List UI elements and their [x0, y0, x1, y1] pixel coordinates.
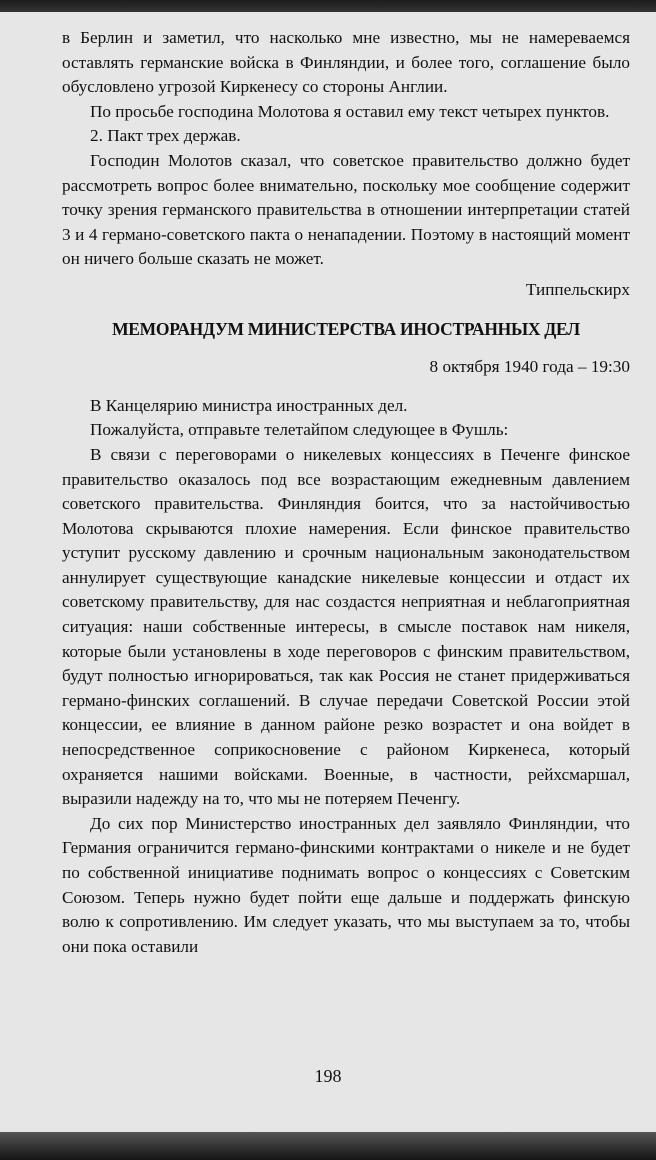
paragraph-continuation: в Берлин и заметил, что насколько мне известно, мы не намереваемся оставлять германские войска в Финляндии, и более того, соглашение было обусловлено угрозой Киркенесу со стороны Англии. — [62, 28, 630, 97]
memo-instruction: Пожалуйста, отправьте телетайпом следующее в Фушль: — [90, 420, 509, 440]
memo-paragraph-finland-support: До сих пор Министерство иностранных дел заявляло Финляндии, что Германия ограничится германо-финскими контрактами о никеле и не будет по собственной инициативе поднимать вопрос о концессиях с Советским Союзом. Теперь нужно будет пойти еще дальше и поддержать финскую волю к сопротивлению. Им следует указать, что мы выступаем за то, чтобы они пока оставили — [62, 813, 630, 956]
memo-title: МЕМОРАНДУМ МИНИСТЕРСТВА ИНОСТРАННЫХ ДЕЛ — [112, 318, 580, 339]
page-number: 198 — [314, 1066, 342, 1086]
paragraph-four-points: По просьбе господина Молотова я оставил ему текст четырех пунктов. — [90, 101, 610, 121]
section-heading-tripartite-pact: 2. Пакт трех держав. — [90, 126, 241, 146]
signature: Типпельскирх — [525, 279, 630, 299]
scan-border-bottom — [0, 1132, 656, 1160]
memo-date: 8 октября 1940 года – 19:30 — [429, 357, 630, 377]
memo-addressee: В Канцелярию министра иностранных дел. — [90, 395, 408, 415]
scan-border-top — [0, 0, 656, 12]
paragraph-molotov-reply: Господин Молотов сказал, что советское правительство должно будет рассмотреть вопрос более внимательно, поскольку мое сообщение содержит точку зрения германского правительства в отношении интерпретации статей 3 и 4 германо-советского пакта о ненападении. Поэтому в настоящий момент он ничего больше сказать не может. — [62, 150, 630, 269]
document-page — [62, 26, 630, 959]
memo-paragraph-nickel-concessions: В связи с переговорами о никелевых концессиях в Печенге финское правительство оказалось под все возрастающим ежедневным давлением советского правительства. Финляндия боится, что за настойчивостью Молотова скрываются плохие намерения. Если финское правительство уступит русскому давлению и срочным национальным законодательством аннулирует существующие канадские никелевые концессии и отдаст их советскому правительству, для нас создастся неприятная и неблагоприятная ситуация: наши собственные интересы, в смысле поставок нам никеля, которые были установлены в ходе переговоров с финским правительством, будут полностью игнорироваться, так как Россия не станет придерживаться германо-финских соглашений. В случае передачи Советской России этой концессии, ее влияние в данном районе резко возрастет и она войдет в непосредственное соприкосновение с районом Киркенеса, который охраняется нашими войсками. Военные, в частности, рейхсмаршал, выразили надежду на то, что мы не потеряем Печенгу. — [62, 444, 630, 809]
